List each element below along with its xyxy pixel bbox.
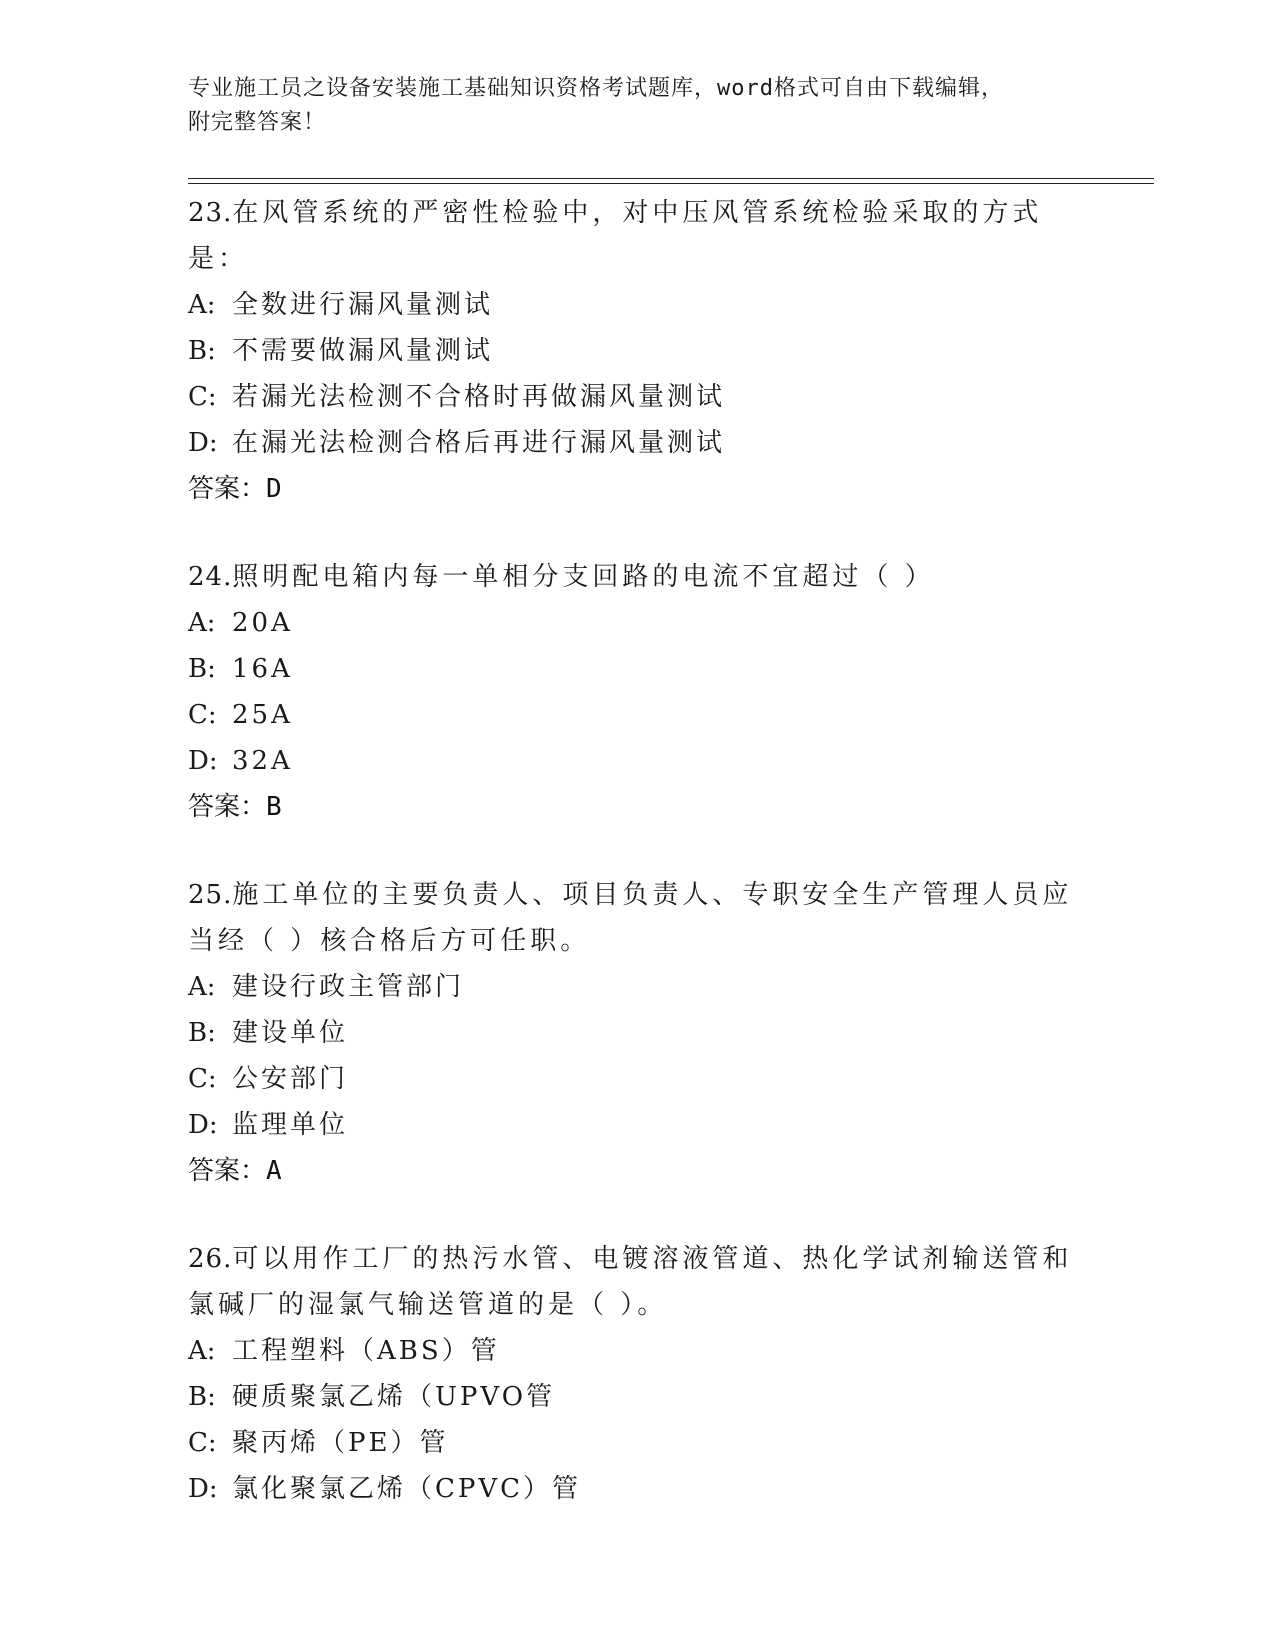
header-divider-top: [188, 178, 1154, 179]
question-25: [188, 872, 1088, 1194]
option-text: 全数进行漏风量测试: [232, 290, 494, 320]
option-letter: D:: [188, 1110, 218, 1140]
option-letter: D:: [188, 746, 218, 776]
question-number: 25.: [188, 880, 233, 910]
option-letter: C:: [188, 700, 217, 730]
option-d: [188, 1102, 1088, 1148]
option-letter: D:: [188, 1474, 218, 1504]
option-d: [188, 1466, 1088, 1512]
option-d: [188, 420, 1088, 466]
option-c: [188, 1420, 1088, 1466]
option-c: [188, 374, 1088, 420]
option-c: [188, 692, 1088, 738]
option-b: [188, 1010, 1088, 1056]
question-23: [188, 190, 1088, 512]
option-a: [188, 1328, 1088, 1374]
option-b: [188, 646, 1088, 692]
option-text: 监理单位: [232, 1110, 349, 1140]
option-b: [188, 1374, 1088, 1420]
question-number: 24.: [188, 562, 233, 592]
question-text: 施工单位的主要负责人、项目负责人、专职安全生产管理人员应当经（ ）核合格后方可任职。: [188, 880, 1073, 956]
option-text: 公安部门: [232, 1064, 349, 1094]
question-text: 照明配电箱内每一单相分支回路的电流不宜超过（ ）: [232, 562, 935, 592]
option-text: 25A: [232, 700, 293, 730]
answer-line: 答案：A: [188, 1156, 282, 1186]
question-stem: [188, 190, 1088, 282]
option-text: 建设行政主管部门: [232, 972, 465, 1002]
option-text: 不需要做漏风量测试: [232, 336, 494, 366]
question-list: [188, 190, 1088, 1554]
option-letter: C:: [188, 382, 217, 412]
option-d: [188, 738, 1088, 784]
header-line-1: 专业施工员之设备安装施工基础知识资格考试题库，word格式可自由下载编辑，: [188, 76, 1004, 101]
option-a: [188, 964, 1088, 1010]
option-b: [188, 328, 1088, 374]
option-text: 16A: [232, 654, 293, 684]
option-text: 聚丙烯（PE）管: [232, 1428, 449, 1458]
option-letter: A:: [188, 290, 216, 320]
option-text: 在漏光法检测合格后再进行漏风量测试: [232, 428, 726, 458]
option-letter: A:: [188, 1336, 216, 1366]
question-text: 可以用作工厂的热污水管、电镀溶液管道、热化学试剂输送管和氯碱厂的湿氯气输送管道的是（ ）。: [188, 1244, 1073, 1320]
question-26: [188, 1236, 1088, 1512]
question-stem: [188, 1236, 1088, 1328]
header-line-2: 附完整答案！: [188, 110, 327, 135]
option-letter: D:: [188, 428, 218, 458]
answer-line: 答案：B: [188, 792, 282, 822]
option-letter: B:: [188, 1018, 216, 1048]
option-a: [188, 600, 1088, 646]
option-letter: C:: [188, 1064, 217, 1094]
option-text: 建设单位: [232, 1018, 349, 1048]
option-letter: B:: [188, 1382, 216, 1412]
question-24: [188, 554, 1088, 830]
question-number: 26.: [188, 1244, 233, 1274]
question-text: 在风管系统的严密性检验中，对中压风管系统检验采取的方式是：: [188, 198, 1043, 274]
option-letter: B:: [188, 336, 216, 366]
option-letter: C:: [188, 1428, 217, 1458]
option-text: 32A: [232, 746, 293, 776]
option-letter: A:: [188, 608, 216, 638]
question-number: 23.: [188, 198, 233, 228]
option-text: 氯化聚氯乙烯（CPVC）管: [232, 1474, 582, 1504]
header-divider-bottom: [188, 183, 1154, 184]
answer-line: 答案：D: [188, 474, 282, 504]
option-text: 硬质聚氯乙烯（UPVO管: [232, 1382, 556, 1412]
question-stem: [188, 872, 1088, 964]
option-text: 工程塑料（ABS）管: [232, 1336, 500, 1366]
document-header: [188, 72, 1068, 140]
question-stem: [188, 554, 1088, 600]
option-text: 20A: [232, 608, 293, 638]
option-c: [188, 1056, 1088, 1102]
option-a: [188, 282, 1088, 328]
option-letter: A:: [188, 972, 216, 1002]
option-letter: B:: [188, 654, 216, 684]
option-text: 若漏光法检测不合格时再做漏风量测试: [232, 382, 726, 412]
